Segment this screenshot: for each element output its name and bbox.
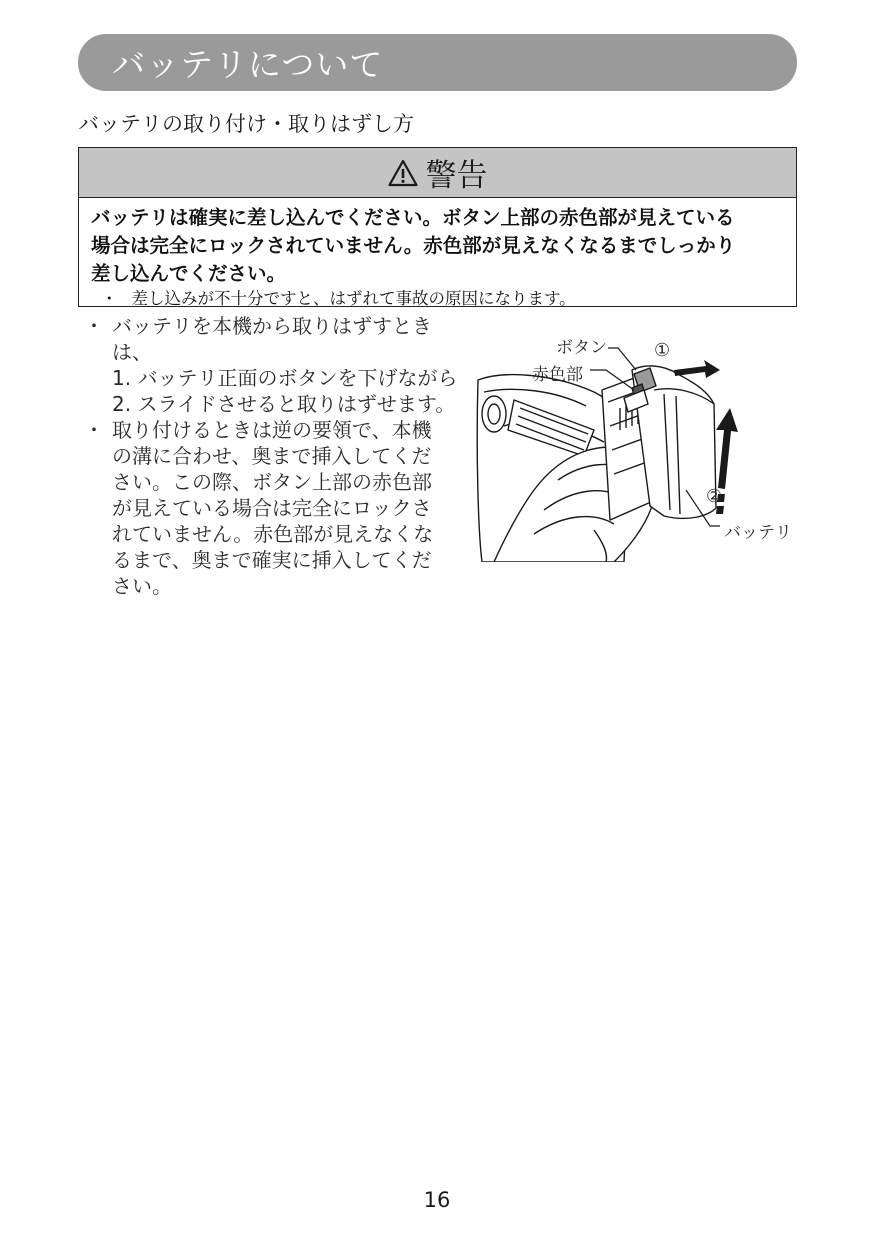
figure-step-1: ① [654, 340, 671, 361]
warning-line: 場合は完全にロックされていません。赤色部が見えなくなるまでしっかり [91, 234, 736, 257]
attach-line: 取り付けるときは逆の要領で、本機 [112, 418, 432, 442]
subsection-title: バッテリの取り付け・取りはずし方 [78, 112, 414, 136]
list-bullet: ・ [84, 314, 104, 338]
warning-text [79, 198, 796, 310]
figure-label-button: ボタン [556, 338, 607, 358]
attach-line: るまで、奥まで確実に挿入してくだ [112, 548, 432, 572]
attach-line: の溝に合わせ、奥まで挿入してくだ [112, 444, 432, 468]
warning-line: バッテリは確実に差し込んでください。ボタン上部の赤色部が見えている [91, 206, 735, 229]
section-header [78, 34, 797, 91]
remove-intro: バッテリを本機から取りはずすときは、 [112, 314, 432, 364]
section-title: バッテリについて [112, 45, 384, 84]
warning-triangle-icon [388, 159, 418, 187]
warning-header [79, 148, 796, 198]
note-bullet: ・ [101, 289, 118, 308]
figure-label-battery: バッテリ [724, 523, 792, 543]
note-text: 差し込みが不十分ですと、はずれて事故の原因になります。 [131, 289, 576, 308]
warning-box [78, 147, 797, 307]
battery-illustration [474, 330, 804, 562]
warning-line: 差し込んでください。 [91, 262, 287, 285]
warning-label: 警告 [425, 158, 488, 194]
attach-line: さい。 [112, 574, 172, 598]
remove-step-2: 2. スライドさせると取りはずせます。 [112, 392, 456, 416]
warning-note [91, 288, 786, 310]
remove-step-1: 1. バッテリ正面のボタンを下げながら [112, 366, 458, 390]
attach-line: れていません。赤色部が見えなくな [112, 522, 434, 546]
attach-line: さい。この際、ボタン上部の赤色部 [112, 470, 432, 494]
instructions [84, 313, 464, 599]
page-number: 16 [423, 1188, 451, 1212]
figure-step-2: ② [706, 486, 723, 507]
remove-instruction [84, 313, 464, 417]
attach-line: が見えている場合は完全にロックさ [112, 496, 432, 520]
list-bullet: ・ [84, 418, 104, 442]
attach-instruction [84, 417, 464, 599]
figure-label-red-part: 赤色部 [532, 365, 583, 385]
